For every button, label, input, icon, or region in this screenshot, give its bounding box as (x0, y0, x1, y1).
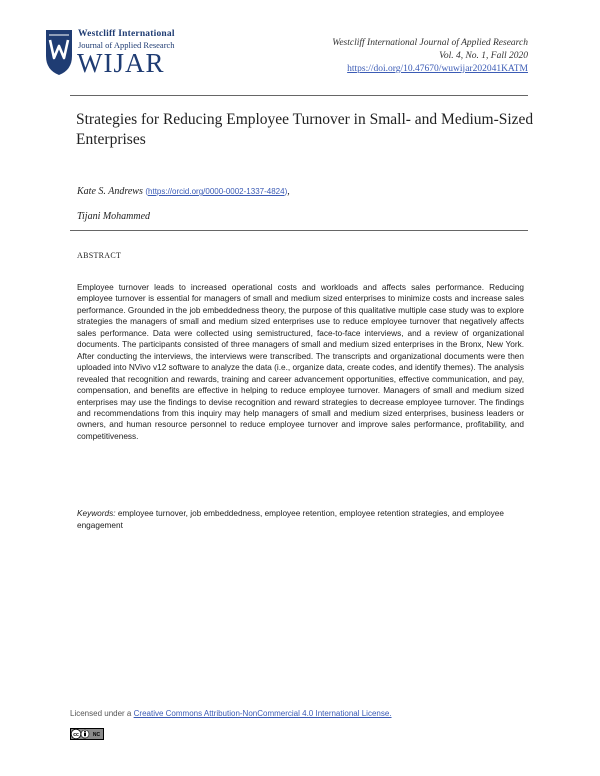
abstract-heading: ABSTRACT (77, 251, 122, 260)
orcid-link[interactable]: https://orcid.org/0000-0002-1337-4824 (148, 187, 285, 196)
journal-volume: Vol. 4, No. 1, Fall 2020 (439, 51, 528, 61)
author-1-name: Kate S. Andrews (77, 186, 143, 197)
journal-name: Westcliff International Journal of Applied Research (332, 38, 528, 48)
logo-line-2: Journal of Applied Research (78, 40, 175, 50)
article-title: Strategies for Reducing Employee Turnover in Small- and Medium-Sized Enterprises (76, 111, 534, 148)
keywords-label: Keywords: (77, 509, 116, 518)
logo-line-1: Westcliff International (78, 29, 175, 39)
author-1-orcid: (https://orcid.org/0000-0002-1337-4824) (145, 187, 288, 196)
badge-by-text: BY (83, 737, 87, 740)
author-2-name: Tijani Mohammed (77, 211, 151, 222)
badge-cc-text: cc (73, 731, 79, 738)
keywords (77, 508, 527, 531)
author-line-1 (77, 186, 290, 197)
license-prefix: Licensed under a (70, 709, 132, 718)
authors-divider (70, 230, 528, 231)
journal-logo (44, 28, 204, 78)
keywords-list: employee turnover, job embeddedness, employee retention, employee retention strategies, and employee engagement (77, 509, 504, 530)
header-divider (70, 95, 528, 96)
doi-link[interactable]: https://doi.org/10.47670/wuwijar202041KATM (347, 64, 528, 74)
cc-by-nc-badge-icon[interactable] (70, 728, 104, 740)
shield-logo-icon (44, 28, 74, 76)
license-line (70, 709, 392, 718)
author-1-suffix: , (287, 186, 290, 197)
abstract-body: Employee turnover leads to increased operational costs and workloads and affects sales performance. Reducing employee turnover is essential for managers of small and medium sized enterprises to minimize costs and increase sales performance. Grounded in the job embeddedness theory, the purpose of this qualitative multiple case study was to explore strategies the managers of small and medium sized enterprises use to reduce employee turnover that negatively affects sales performance. Data were collected using semistructured, face-to-face interviews, and a review of organizational documents. The participants consisted of three managers of small and medium sized enterprises in the Bronx, New York. After conducting the interviews, the interviews were transcribed. The transcripts and organizational documents were then uploaded into NVivo v12 software to analyze the data (i.e., organize data, create codes, and identify themes). The analysis revealed that recognition and rewards, training and career advancement opportunities, effective communication, and pay, compensation, and benefits are effective in helping to reduce employee turnover. Managers of small and medium sized enterprises may use the findings to devise recognition and reward strategies to decrease employee turnover. The findings and recommendations from this inquiry may help managers of small and medium sized enterprises, business leaders or owners, and human resource personnel to reduce employee turnover and improve sales performance, profitability, and competitiveness. (77, 283, 524, 441)
license-link[interactable]: Creative Commons Attribution-NonCommercial 4.0 International License. (133, 709, 392, 718)
logo-acronym: WIJAR (77, 48, 165, 78)
badge-nc-text: NC (92, 732, 101, 738)
journal-info (332, 37, 528, 76)
